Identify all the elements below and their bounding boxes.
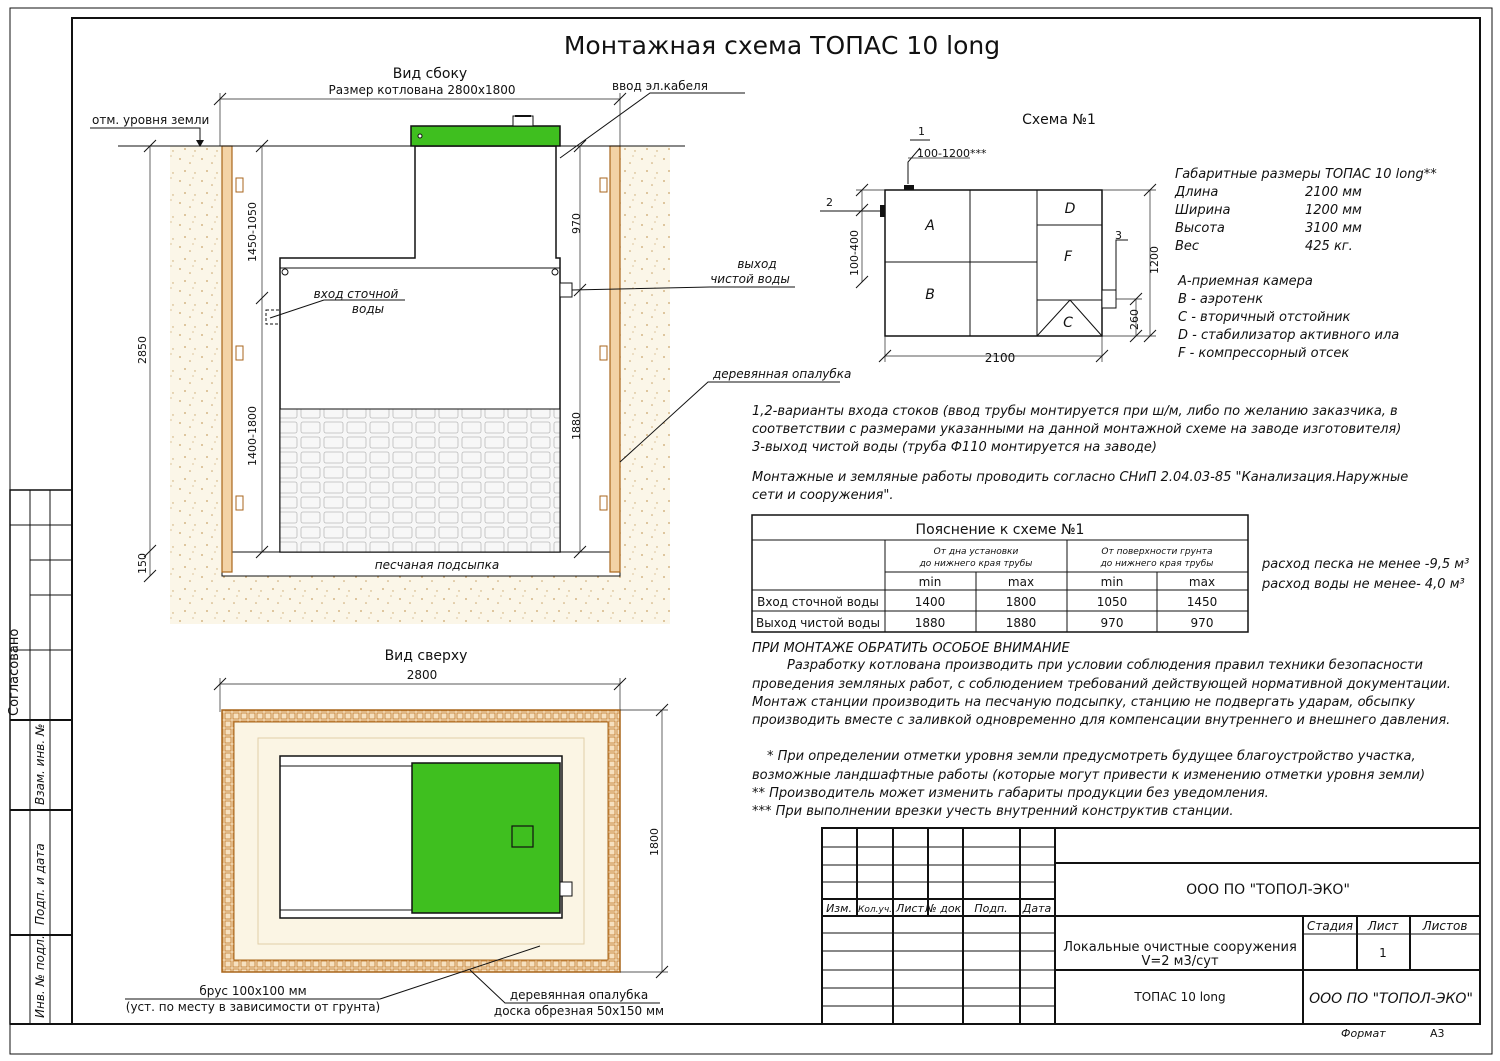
stamp-col-3: № док. — [925, 902, 965, 915]
stamp-col-5: Дата — [1022, 902, 1052, 915]
beam-label-1: брус 100х100 мм — [199, 984, 307, 998]
inlet-label-1: вход сточной — [313, 287, 399, 301]
pit-size-label: Размер котлована 2800x1800 — [328, 83, 516, 97]
pipe-2-label: 2 — [826, 196, 833, 209]
table-sub-2: min — [1100, 575, 1124, 589]
comp-f: F — [1063, 249, 1073, 265]
stamp-sheet-no: 1 — [1379, 946, 1387, 960]
sign-date-label: Подп. и дата — [33, 843, 47, 925]
dims-row-1-k: Ширина — [1175, 203, 1231, 218]
tank-lid — [411, 126, 560, 146]
footnote-1: возможные ландшафтные работы (которые могут привести к изменению отметки уровня земли) — [752, 768, 1426, 783]
comp-a: A — [925, 218, 935, 234]
scheme-1 — [820, 112, 1161, 365]
note1-0: 1,2-варианты входа стоков (ввод трубы монтируется при ш/м, либо по желанию заказчика, в — [752, 404, 1398, 419]
top-width-label: 2800 — [406, 668, 438, 682]
stamp-company-2: ООО ПО "ТОПОЛ-ЭКО" — [1309, 991, 1473, 1007]
note2-1: сети и сооружения". — [752, 488, 894, 503]
table-group2-1: до нижнего края трубы — [1100, 559, 1214, 569]
stamp-sheet: Лист — [1367, 919, 1399, 933]
attention-heading: ПРИ МОНТАЖЕ ОБРАТИТЬ ОСОБОЕ ВНИМАНИЕ — [752, 641, 1070, 656]
formwork-left — [222, 146, 232, 572]
explanation-table — [752, 515, 1248, 632]
dim-2850: 2850 — [136, 336, 149, 364]
table-group1-1: до нижнего края трубы — [919, 559, 1033, 569]
dims-row-0-k: Длина — [1175, 185, 1219, 200]
notes — [752, 404, 1408, 503]
attention-2: Монтаж станции производить на песчаную подсыпку, станцию не подвергать ударам, обсыпку — [752, 695, 1415, 710]
legend-0: А-приемная камера — [1178, 274, 1313, 289]
stamp-col-1: Кол.уч. — [857, 905, 893, 915]
formwork-label: деревянная опалубка — [713, 367, 852, 381]
scheme-heading: Схема №1 — [1022, 112, 1096, 128]
note1-1: соответствии с размерами указанными на данной монтажной схеме на заводе изготовителя) — [752, 422, 1402, 437]
table-caption: Пояснение к схеме №1 — [915, 522, 1085, 538]
footnote-3: *** При выполнении врезки учесть внутренний конструктив станции. — [752, 804, 1234, 819]
table-group1-0: От дна установки — [933, 547, 1019, 557]
comp-c: C — [1063, 315, 1073, 331]
inv-no-label: Взам. инв. № — [33, 723, 47, 805]
table-sub-3: max — [1188, 575, 1216, 589]
dims-row-2-v: 3100 мм — [1305, 221, 1362, 236]
dims-heading: Габаритные размеры ТОПАС 10 long** — [1175, 167, 1437, 182]
pipe-3-label: 3 — [1115, 229, 1122, 242]
footnotes — [752, 749, 1425, 819]
footnote-2: ** Производитель может изменить габариты продукции без уведомления. — [752, 786, 1269, 801]
legend-1: В - аэротенк — [1178, 292, 1264, 307]
left-strip — [7, 490, 72, 1024]
table-row-0-v1: 1800 — [1005, 595, 1037, 609]
dim-2100: 2100 — [984, 351, 1016, 365]
dims-row-3-v: 425 кг. — [1305, 239, 1353, 254]
stamp-col-2: Лист — [896, 902, 924, 915]
legend-4: F - компрессорный отсек — [1178, 346, 1350, 361]
title-block — [822, 828, 1480, 1024]
note1-2: 3-выход чистой воды (труба Ф110 монтируется на заводе) — [752, 440, 1157, 455]
dim-1450: 1450-1050 — [246, 202, 259, 262]
stamp-col-4: Подп. — [974, 902, 1008, 915]
dim-1400: 1400-1800 — [246, 406, 259, 466]
stamp-company: ООО ПО "ТОПОЛ-ЭКО" — [1186, 882, 1350, 898]
page-title: Монтажная схема ТОПАС 10 long — [563, 31, 1001, 60]
legend-2: С - вторичный отстойник — [1178, 310, 1351, 325]
table-sub-1: max — [1007, 575, 1035, 589]
side-view-heading: Вид сбоку — [392, 66, 468, 82]
stamp-col-0: Изм. — [826, 902, 852, 915]
beam-label-2: (уст. по месту в зависимости от грунта) — [125, 1000, 381, 1014]
table-row-1-v0: 1880 — [914, 616, 946, 630]
comp-b: B — [925, 287, 935, 303]
legend-3: D - стабилизатор активного ила — [1178, 328, 1400, 343]
side-view — [90, 66, 851, 624]
attention-0: Разработку котлована производить при условии соблюдения правил техники безопасности — [787, 658, 1423, 673]
table-row-0-label: Вход сточной воды — [757, 595, 879, 609]
table-group2-0: От поверхности грунта — [1101, 547, 1213, 557]
stamp-project-1: V=2 м3/сут — [1141, 954, 1219, 969]
top-view-heading: Вид сверху — [384, 648, 468, 664]
dim-1880: 1880 — [570, 412, 583, 440]
top-view — [125, 648, 668, 1018]
dims-row-3-k: Вес — [1175, 239, 1200, 254]
table-row-0-v2: 1050 — [1096, 595, 1128, 609]
water-consumption: расход воды не менее- 4,0 м³ — [1262, 577, 1465, 592]
footnote-0: * При определении отметки уровня земли предусмотреть будущее благоустройство участка, — [767, 749, 1416, 764]
sand-consumption: расход песка не менее -9,5 м³ — [1262, 557, 1470, 572]
table-sub-0: min — [918, 575, 942, 589]
note2-0: Монтажные и земляные работы проводить согласно СНиП 2.04.03-85 "Канализация.Наружные — [752, 470, 1409, 485]
outlet-label-2: чистой воды — [710, 272, 790, 286]
table-row-1-v2: 970 — [1100, 616, 1124, 630]
table-row-1-v1: 1880 — [1005, 616, 1037, 630]
pipe-1-label: 1 — [918, 125, 925, 138]
formwork-right — [610, 146, 620, 572]
top-formwork-label-1: деревянная опалубка — [509, 988, 649, 1002]
top-tank-lid — [412, 763, 560, 913]
stamp-sheets: Листов — [1422, 919, 1468, 933]
comp-d: D — [1064, 201, 1076, 217]
attention-3: производить вместе с заливкой одновременно для компенсации внутреннего и внешнего давления. — [752, 713, 1451, 728]
range-label: 100-1200*** — [917, 147, 987, 160]
dims-row-0-v: 2100 мм — [1305, 185, 1362, 200]
dims-row-1-v: 1200 мм — [1305, 203, 1362, 218]
format-value: А3 — [1430, 1027, 1445, 1040]
dim-150: 150 — [136, 553, 149, 574]
table-row-0-v0: 1400 — [914, 595, 946, 609]
attention-block — [752, 641, 1451, 728]
sand-bed-label: песчаная подсыпка — [374, 558, 500, 572]
inv-orig-label: Инв. № подл. — [33, 935, 47, 1018]
stamp-project-0: Локальные очистные сооружения — [1063, 940, 1297, 955]
dims-row-2-k: Высота — [1175, 221, 1225, 236]
tank-grid-section — [280, 409, 560, 552]
table-row-0-v3: 1450 — [1186, 595, 1218, 609]
dim-100-400: 100-400 — [848, 230, 861, 276]
top-depth-label: 1800 — [648, 828, 661, 856]
top-formwork-label-2: доска обрезная 50х150 мм — [493, 1004, 665, 1018]
stamp-product: ТОПАС 10 long — [1134, 990, 1226, 1004]
outlet-label-1: выход — [737, 257, 777, 271]
agreed-label: Согласовано — [7, 628, 22, 716]
table-row-1-v3: 970 — [1190, 616, 1214, 630]
ground-level-label: отм. уровня земли — [92, 113, 210, 127]
format-label: Формат — [1341, 1027, 1386, 1040]
dim-970: 970 — [570, 213, 583, 234]
dimensions-block — [1174, 167, 1437, 361]
stamp-stage: Стадия — [1306, 919, 1354, 933]
cable-entry-label: ввод эл.кабеля — [612, 79, 708, 93]
table-row-1-label: Выход чистой воды — [756, 616, 880, 630]
attention-1: проведения земляных работ, с соблюдением требований действующей нормативной документации. — [752, 677, 1451, 692]
dim-260: 260 — [1128, 309, 1141, 330]
dim-1200: 1200 — [1148, 246, 1161, 274]
inlet-label-2: воды — [351, 302, 385, 316]
